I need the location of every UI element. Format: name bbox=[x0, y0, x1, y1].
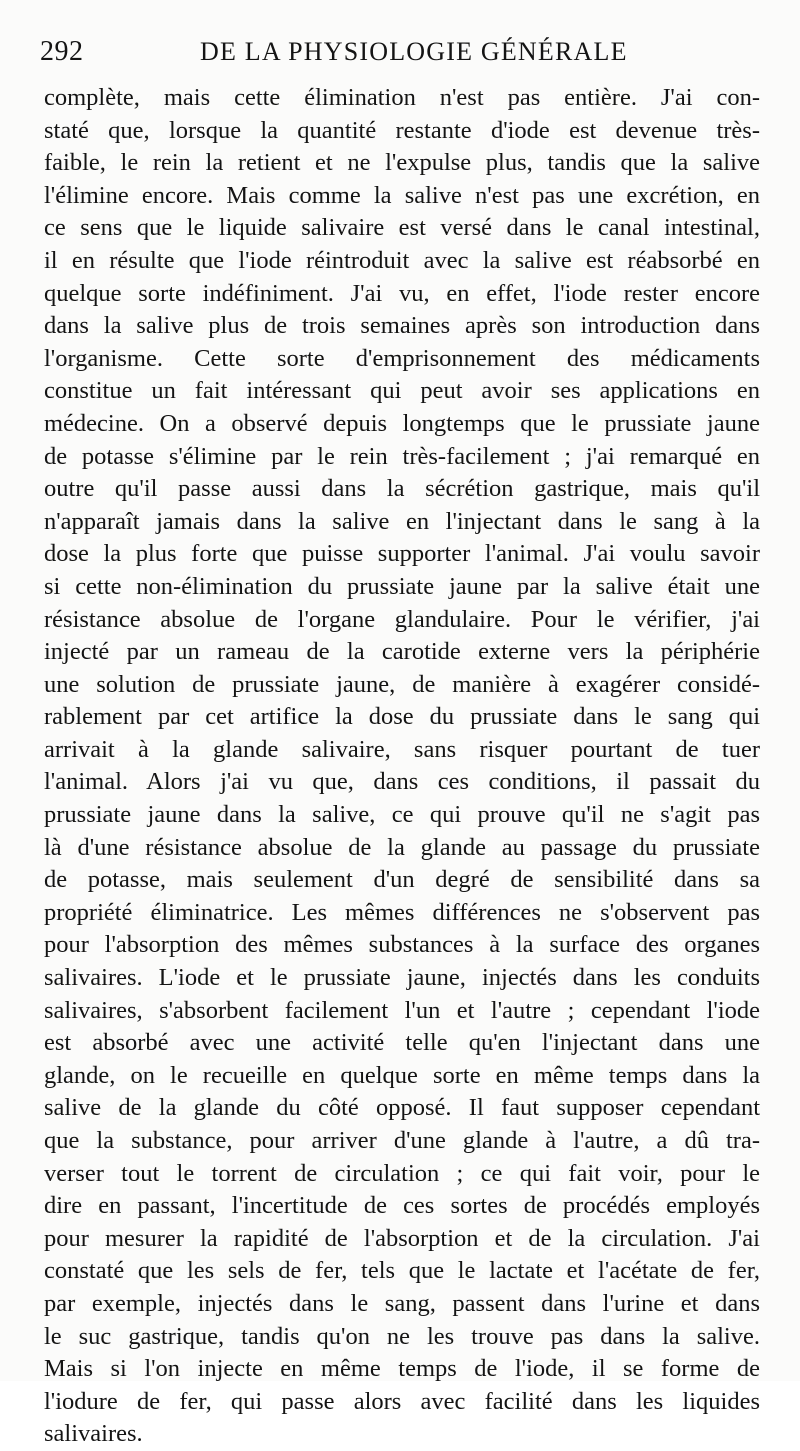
page-number: 292 bbox=[40, 36, 84, 67]
text-line: résistance absolue de l'organe glandulaire. Pour le vérifier, j'ai bbox=[44, 605, 760, 633]
body-paragraph bbox=[44, 82, 760, 1451]
text-line: de potasse s'élimine par le rein très-facilement ; j'ai remarqué en bbox=[44, 442, 760, 470]
text-line: l'animal. Alors j'ai vu que, dans ces conditions, il passait du bbox=[44, 768, 760, 796]
text-line: si cette non-élimination du prussiate jaune par la salive était une bbox=[44, 572, 760, 600]
text-line: il en résulte que l'iode réintroduit avec la salive est réabsorbé en bbox=[44, 246, 760, 274]
text-line: dire en passant, l'incertitude de ces sortes de procédés employés bbox=[44, 1192, 760, 1220]
text-line: n'apparaît jamais dans la salive en l'injectant dans le sang à la bbox=[44, 507, 760, 535]
text-line: injecté par un rameau de la carotide externe vers la périphérie bbox=[44, 638, 760, 666]
text-line: rablement par cet artifice la dose du prussiate dans le sang qui bbox=[44, 703, 760, 731]
text-line: que la substance, pour arriver d'une glande à l'autre, a dû tra- bbox=[44, 1127, 760, 1154]
page-header bbox=[40, 34, 760, 70]
text-line: Mais si l'on injecte en même temps de l'iode, il se forme de bbox=[44, 1355, 760, 1383]
text-line: par exemple, injectés dans le sang, passent dans l'urine et dans bbox=[44, 1289, 760, 1317]
text-line-last: salivaires. bbox=[44, 1420, 143, 1448]
text-line: dans la salive plus de trois semaines après son introduction dans bbox=[44, 312, 760, 340]
text-line: salive de la glande du côté opposé. Il faut supposer cependant bbox=[44, 1094, 760, 1122]
text-line: l'élimine encore. Mais comme la salive n'est pas une excrétion, en bbox=[44, 181, 760, 209]
text-line: l'iodure de fer, qui passe alors avec facilité dans les liquides bbox=[44, 1387, 760, 1415]
text-line: outre qu'il passe aussi dans la sécrétion gastrique, mais qu'il bbox=[44, 475, 760, 503]
text-line: arrivait à la glande salivaire, sans risquer pourtant de tuer bbox=[44, 735, 760, 763]
text-line: constaté que les sels de fer, tels que le lactate et l'acétate de fer, bbox=[44, 1257, 760, 1285]
text-line: salivaires. L'iode et le prussiate jaune, injectés dans les conduits bbox=[44, 964, 760, 992]
text-line: faible, le rein la retient et ne l'expulse plus, tandis que la salive bbox=[44, 149, 760, 177]
text-line: propriété éliminatrice. Les mêmes différences ne s'observent pas bbox=[44, 898, 760, 926]
text-line: là d'une résistance absolue de la glande au passage du prussiate bbox=[44, 833, 760, 861]
text-line: le suc gastrique, tandis qu'on ne les trouve pas dans la salive. bbox=[44, 1322, 760, 1350]
text-line: pour l'absorption des mêmes substances à la surface des organes bbox=[44, 931, 760, 959]
running-title: DE LA PHYSIOLOGIE GÉNÉRALE bbox=[200, 37, 628, 66]
text-line: de potasse, mais seulement d'un degré de sensibilité dans sa bbox=[44, 866, 760, 894]
text-line: dose la plus forte que puisse supporter l'animal. J'ai voulu savoir bbox=[44, 540, 760, 568]
text-line: glande, on le recueille en quelque sorte en même temps dans la bbox=[44, 1061, 760, 1089]
text-line: ce sens que le liquide salivaire est versé dans le canal intestinal, bbox=[44, 214, 760, 242]
text-line: constitue un fait intéressant qui peut avoir ses applications en bbox=[44, 377, 760, 405]
text-line: une solution de prussiate jaune, de manière à exagérer considé- bbox=[44, 670, 760, 698]
text-line: l'organisme. Cette sorte d'emprisonnement des médicaments bbox=[44, 344, 760, 372]
text-line: staté que, lorsque la quantité restante d'iode est devenue très- bbox=[44, 116, 760, 144]
text-line: verser tout le torrent de circulation ; ce qui fait voir, pour le bbox=[44, 1159, 760, 1187]
text-line: médecine. On a observé depuis longtemps que le prussiate jaune bbox=[44, 409, 760, 437]
text-line: prussiate jaune dans la salive, ce qui prouve qu'il ne s'agit pas bbox=[44, 801, 760, 829]
text-line: pour mesurer la rapidité de l'absorption et de la circulation. J'ai bbox=[44, 1224, 760, 1252]
text-line: complète, mais cette élimination n'est pas entière. J'ai con- bbox=[44, 84, 760, 111]
text-line: quelque sorte indéfiniment. J'ai vu, en effet, l'iode rester encore bbox=[44, 279, 760, 307]
text-line: salivaires, s'absorbent facilement l'un et l'autre ; cependant l'iode bbox=[44, 996, 760, 1024]
text-line: est absorbé avec une activité telle qu'en l'injectant dans une bbox=[44, 1029, 760, 1057]
